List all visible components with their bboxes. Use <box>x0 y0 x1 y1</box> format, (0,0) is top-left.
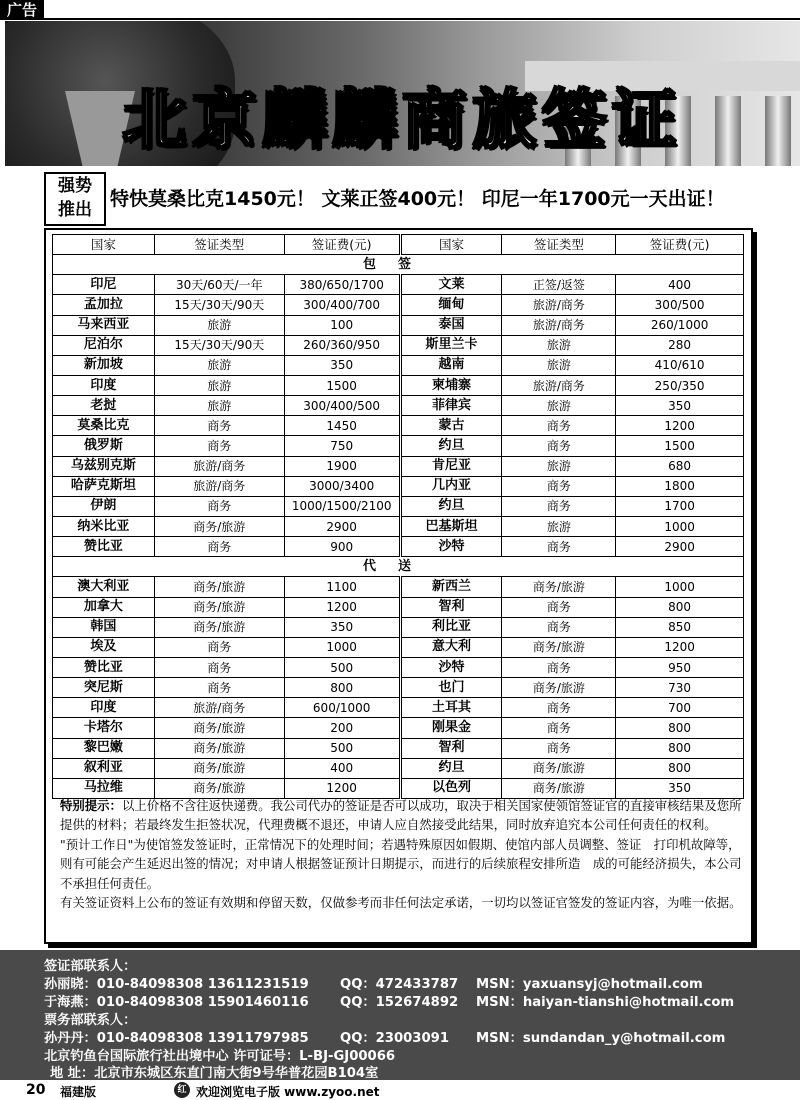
visa-fee-cell: 1900 <box>284 456 400 476</box>
contact-msn: MSN：haiyan-tianshi@hotmail.com <box>476 995 735 1010</box>
country-cell: 文莱 <box>400 275 502 295</box>
visa-type-cell: 商务 <box>154 436 284 456</box>
visa-fee-cell: 1450 <box>284 416 400 436</box>
column-header: 签证费(元) <box>284 235 400 255</box>
visa-fee-cell: 500 <box>284 738 400 758</box>
visa-fee-cell: 800 <box>616 718 744 738</box>
visa-type-cell: 旅游 <box>154 396 284 416</box>
visa-fee-cell: 800 <box>616 738 744 758</box>
visa-fee-cell: 1700 <box>616 496 744 516</box>
table-row <box>53 597 744 617</box>
visa-fee-cell: 350 <box>616 396 744 416</box>
contact-qq: QQ：472433787 <box>340 977 459 992</box>
table-row <box>53 375 744 395</box>
visa-fee-cell: 500 <box>284 657 400 677</box>
country-cell: 柬埔寨 <box>400 375 502 395</box>
country-cell: 新加坡 <box>53 355 155 375</box>
visa-type-cell: 商务/旅游 <box>154 758 284 778</box>
table-row <box>53 315 744 335</box>
table-row <box>53 295 744 315</box>
promo-badge-line1: 强势 <box>58 176 92 196</box>
visa-fee-cell: 950 <box>616 657 744 677</box>
column-header: 国家 <box>400 235 502 255</box>
visa-fee-cell: 1800 <box>616 476 744 496</box>
visa-type-cell: 15天/30天/90天 <box>154 295 284 315</box>
column-header: 签证类型 <box>502 235 616 255</box>
note-1 <box>60 796 742 835</box>
visa-type-cell: 商务 <box>502 537 616 557</box>
visa-type-cell: 商务/旅游 <box>154 738 284 758</box>
visa-type-cell: 商务/旅游 <box>502 678 616 698</box>
promo-badge-line2: 推出 <box>58 200 92 220</box>
table-row <box>53 637 744 657</box>
country-cell: 肯尼亚 <box>400 456 502 476</box>
website-link[interactable]: 欢迎浏览电子版 www.zyoo.net <box>196 1085 380 1099</box>
country-cell: 刚果金 <box>400 718 502 738</box>
column-header: 签证类型 <box>154 235 284 255</box>
table-row <box>53 335 744 355</box>
visa-type-cell: 旅游 <box>154 375 284 395</box>
visa-fee-cell: 1000 <box>616 577 744 597</box>
country-cell: 约旦 <box>400 758 502 778</box>
agency-address: 地 址：北京市东城区东直门南大街9号华普花园B104室 <box>50 1066 379 1081</box>
page-number: 20 <box>26 1082 46 1098</box>
contact-msn: MSN：sundandan_y@hotmail.com <box>476 1031 726 1046</box>
country-cell: 新西兰 <box>400 577 502 597</box>
country-cell: 土耳其 <box>400 698 502 718</box>
visa-fee-cell: 1000 <box>284 637 400 657</box>
visa-fee-cell: 3000/3400 <box>284 476 400 496</box>
country-cell: 莫桑比克 <box>53 416 155 436</box>
contact-phone: 孙丹丹：010-84098308 13911797985 <box>44 1031 309 1046</box>
visa-fee-cell: 800 <box>616 597 744 617</box>
visa-type-cell: 旅游 <box>502 516 616 536</box>
visa-type-cell: 旅游/商务 <box>154 698 284 718</box>
visa-type-cell: 商务 <box>154 657 284 677</box>
table-row <box>53 476 744 496</box>
visa-type-cell: 商务 <box>154 537 284 557</box>
country-cell: 加拿大 <box>53 597 155 617</box>
table-row <box>53 416 744 436</box>
visa-type-cell: 旅游/商务 <box>502 295 616 315</box>
visa-fee-cell: 1000 <box>616 516 744 536</box>
table-row <box>53 657 744 677</box>
country-cell: 蒙古 <box>400 416 502 436</box>
country-cell: 叙利亚 <box>53 758 155 778</box>
visa-type-cell: 正签/返签 <box>502 275 616 295</box>
section-bao <box>53 255 744 275</box>
visa-type-cell: 旅游 <box>502 355 616 375</box>
visa-fee-cell: 260/1000 <box>616 315 744 335</box>
visa-type-cell: 商务/旅游 <box>154 516 284 536</box>
country-cell: 也门 <box>400 678 502 698</box>
table-row <box>53 516 744 536</box>
country-cell: 以色列 <box>400 778 502 798</box>
country-cell: 缅甸 <box>400 295 502 315</box>
country-cell: 斯里兰卡 <box>400 335 502 355</box>
country-cell: 印度 <box>53 375 155 395</box>
table-row <box>53 456 744 476</box>
visa-price-table <box>52 234 744 799</box>
country-cell: 赞比亚 <box>53 537 155 557</box>
visa-fee-cell: 1200 <box>616 637 744 657</box>
table-row <box>53 758 744 778</box>
country-cell: 纳米比亚 <box>53 516 155 536</box>
visa-type-cell: 30天/60天/一年 <box>154 275 284 295</box>
table-row <box>53 496 744 516</box>
visa-fee-cell: 400 <box>616 275 744 295</box>
visa-type-cell: 旅游 <box>502 456 616 476</box>
column-header: 国家 <box>53 235 155 255</box>
promo-badge <box>44 172 106 226</box>
notes-label: 特别提示： <box>60 798 122 813</box>
visa-fee-cell: 350 <box>284 355 400 375</box>
visa-fee-cell: 1500 <box>284 375 400 395</box>
country-cell: 哈萨克斯坦 <box>53 476 155 496</box>
country-cell: 乌兹别克斯 <box>53 456 155 476</box>
country-cell: 尼泊尔 <box>53 335 155 355</box>
visa-fee-cell: 850 <box>616 617 744 637</box>
country-cell: 伊朗 <box>53 496 155 516</box>
visa-fee-cell: 350 <box>284 617 400 637</box>
edition-label: 福建版 <box>60 1085 97 1099</box>
contact-section <box>0 950 800 1080</box>
country-cell: 利比亚 <box>400 617 502 637</box>
visa-type-cell: 商务 <box>502 718 616 738</box>
visa-fee-cell: 750 <box>284 436 400 456</box>
country-cell: 黎巴嫩 <box>53 738 155 758</box>
magazine-logo-icon: 红 <box>174 1082 190 1098</box>
table-row <box>53 355 744 375</box>
country-cell: 菲律宾 <box>400 396 502 416</box>
country-cell: 沙特 <box>400 657 502 677</box>
visa-fee-cell: 400 <box>284 758 400 778</box>
visa-fee-cell: 300/400/700 <box>284 295 400 315</box>
table-row <box>53 436 744 456</box>
visa-fee-cell: 730 <box>616 678 744 698</box>
visa-type-cell: 商务/旅游 <box>154 597 284 617</box>
country-cell: 孟加拉 <box>53 295 155 315</box>
section-dai <box>53 557 744 577</box>
visa-fee-cell: 1500 <box>616 436 744 456</box>
visa-fee-cell: 410/610 <box>616 355 744 375</box>
country-cell: 约旦 <box>400 436 502 456</box>
visa-dept-label: 签证部联系人： <box>44 959 137 974</box>
note-3: 有关签证资料上公布的签证有效期和停留天数，仅做参考而非任何法定承诺，一切均以签证官签发的签证内容，为唯一依据。 <box>60 895 742 911</box>
section-dai-label: 代送 <box>53 557 744 577</box>
visa-type-cell: 商务 <box>502 496 616 516</box>
visa-type-cell: 商务 <box>502 698 616 718</box>
visa-type-cell: 旅游 <box>154 315 284 335</box>
visa-fee-cell: 1200 <box>284 778 400 798</box>
country-cell: 约旦 <box>400 496 502 516</box>
visa-type-cell: 商务 <box>154 496 284 516</box>
visa-fee-cell: 380/650/1700 <box>284 275 400 295</box>
table-row <box>53 396 744 416</box>
contact-qq: QQ：152674892 <box>340 995 459 1010</box>
visa-fee-cell: 2900 <box>284 516 400 536</box>
country-cell: 韩国 <box>53 617 155 637</box>
contact-phone: 于海燕：010-84098308 15901460116 <box>44 995 309 1010</box>
country-cell: 沙特 <box>400 537 502 557</box>
country-cell: 马来西亚 <box>53 315 155 335</box>
visa-fee-cell: 300/500 <box>616 295 744 315</box>
ticket-dept-label: 票务部联系人： <box>44 1013 137 1028</box>
visa-type-cell: 商务/旅游 <box>502 637 616 657</box>
visa-type-cell: 商务 <box>502 416 616 436</box>
country-cell: 巴基斯坦 <box>400 516 502 536</box>
contact-qq: QQ：23003091 <box>340 1031 450 1046</box>
visa-type-cell: 旅游/商务 <box>502 315 616 335</box>
visa-type-cell: 商务 <box>502 597 616 617</box>
agency-license: 北京钓鱼台国际旅行社出境中心 许可证号：L-BJ-GJ00066 <box>44 1049 396 1064</box>
country-cell: 意大利 <box>400 637 502 657</box>
visa-type-cell: 商务/旅游 <box>502 758 616 778</box>
visa-fee-cell: 900 <box>284 537 400 557</box>
table-row <box>53 738 744 758</box>
visa-fee-cell: 700 <box>616 698 744 718</box>
country-cell: 智利 <box>400 738 502 758</box>
country-cell: 越南 <box>400 355 502 375</box>
visa-fee-cell: 1000/1500/2100 <box>284 496 400 516</box>
visa-type-cell: 商务/旅游 <box>154 577 284 597</box>
visa-type-cell: 商务 <box>502 436 616 456</box>
visa-type-cell: 旅游/商务 <box>154 476 284 496</box>
visa-type-cell: 商务 <box>154 637 284 657</box>
visa-type-cell: 15天/30天/90天 <box>154 335 284 355</box>
note-1-text: 以上价格不含往返快递费。我公司代办的签证是否可以成功，取决于相关国家使领馆签证官的直接审核结果及您所提供的材料；若最终发生拒签状况，代理费概不退还，申请人应自然接受此结果，同时放弃追究本公司任何责任的权利。 <box>60 798 742 833</box>
contact-msn: MSN：yaxuansyj@hotmail.com <box>476 977 703 992</box>
visa-type-cell: 旅游/商务 <box>502 375 616 395</box>
visa-type-cell: 商务 <box>154 678 284 698</box>
visa-fee-cell: 680 <box>616 456 744 476</box>
visa-fee-cell: 800 <box>616 758 744 778</box>
country-cell: 突尼斯 <box>53 678 155 698</box>
column-header: 签证费(元) <box>616 235 744 255</box>
country-cell: 赞比亚 <box>53 657 155 677</box>
visa-type-cell: 商务/旅游 <box>502 778 616 798</box>
special-notes <box>60 796 742 912</box>
country-cell: 俄罗斯 <box>53 436 155 456</box>
visa-fee-cell: 1200 <box>616 416 744 436</box>
promo-text: 特快莫桑比克1450元！ 文莱正签400元！ 印尼一年1700元一天出证！ <box>110 188 725 210</box>
visa-type-cell: 商务 <box>154 416 284 436</box>
section-bao-label: 包签 <box>53 255 744 275</box>
visa-type-cell: 商务 <box>502 476 616 496</box>
visa-fee-cell: 1100 <box>284 577 400 597</box>
visa-fee-cell: 200 <box>284 718 400 738</box>
table-row <box>53 577 744 597</box>
country-cell: 澳大利亚 <box>53 577 155 597</box>
note-2: "预计工作日"为使馆签发签证时，正常情况下的处理时间；若遇特殊原因如假期、使馆内部人员调整、签证 打印机故障等，则有可能会产生延迟出签的情况；对申请人根据签证预计日期提示，而进行的后续旅程安排所造 成的可能经济损失，本公司不承担任何责任。 <box>60 836 742 891</box>
visa-type-cell: 商务 <box>502 657 616 677</box>
visa-type-cell: 旅游 <box>502 335 616 355</box>
visa-fee-cell: 600/1000 <box>284 698 400 718</box>
visa-type-cell: 商务/旅游 <box>154 617 284 637</box>
visa-fee-cell: 260/360/950 <box>284 335 400 355</box>
table-row <box>53 678 744 698</box>
visa-fee-cell: 350 <box>616 778 744 798</box>
visa-type-cell: 旅游 <box>502 396 616 416</box>
country-cell: 卡塔尔 <box>53 718 155 738</box>
visa-type-cell: 商务/旅游 <box>502 577 616 597</box>
visa-fee-cell: 280 <box>616 335 744 355</box>
visa-type-cell: 旅游/商务 <box>154 456 284 476</box>
visa-fee-cell: 1200 <box>284 597 400 617</box>
country-cell: 几内亚 <box>400 476 502 496</box>
footer <box>0 1080 800 1100</box>
visa-fee-cell: 250/350 <box>616 375 744 395</box>
country-cell: 智利 <box>400 597 502 617</box>
visa-type-cell: 商务/旅游 <box>154 718 284 738</box>
table-row <box>53 617 744 637</box>
visa-fee-cell: 800 <box>284 678 400 698</box>
banner-title: 北京麟麟商旅签证 <box>122 84 683 158</box>
table-row <box>53 275 744 295</box>
visa-panel <box>44 228 753 944</box>
country-cell: 埃及 <box>53 637 155 657</box>
table-row <box>53 718 744 738</box>
table-header-row <box>53 235 744 255</box>
country-cell: 马拉维 <box>53 778 155 798</box>
table-row <box>53 698 744 718</box>
visa-fee-cell: 2900 <box>616 537 744 557</box>
country-cell: 老挝 <box>53 396 155 416</box>
visa-fee-cell: 300/400/500 <box>284 396 400 416</box>
visa-type-cell: 商务 <box>502 738 616 758</box>
contact-phone: 孙丽晓：010-84098308 13611231519 <box>44 977 309 992</box>
ad-tag: 广告 <box>0 0 44 20</box>
visa-fee-cell: 100 <box>284 315 400 335</box>
visa-type-cell: 旅游 <box>154 355 284 375</box>
visa-type-cell: 商务 <box>502 617 616 637</box>
banner <box>5 21 800 166</box>
top-rule <box>44 18 800 20</box>
country-cell: 泰国 <box>400 315 502 335</box>
country-cell: 印度 <box>53 698 155 718</box>
visa-type-cell: 商务/旅游 <box>154 778 284 798</box>
country-cell: 印尼 <box>53 275 155 295</box>
table-row <box>53 537 744 557</box>
